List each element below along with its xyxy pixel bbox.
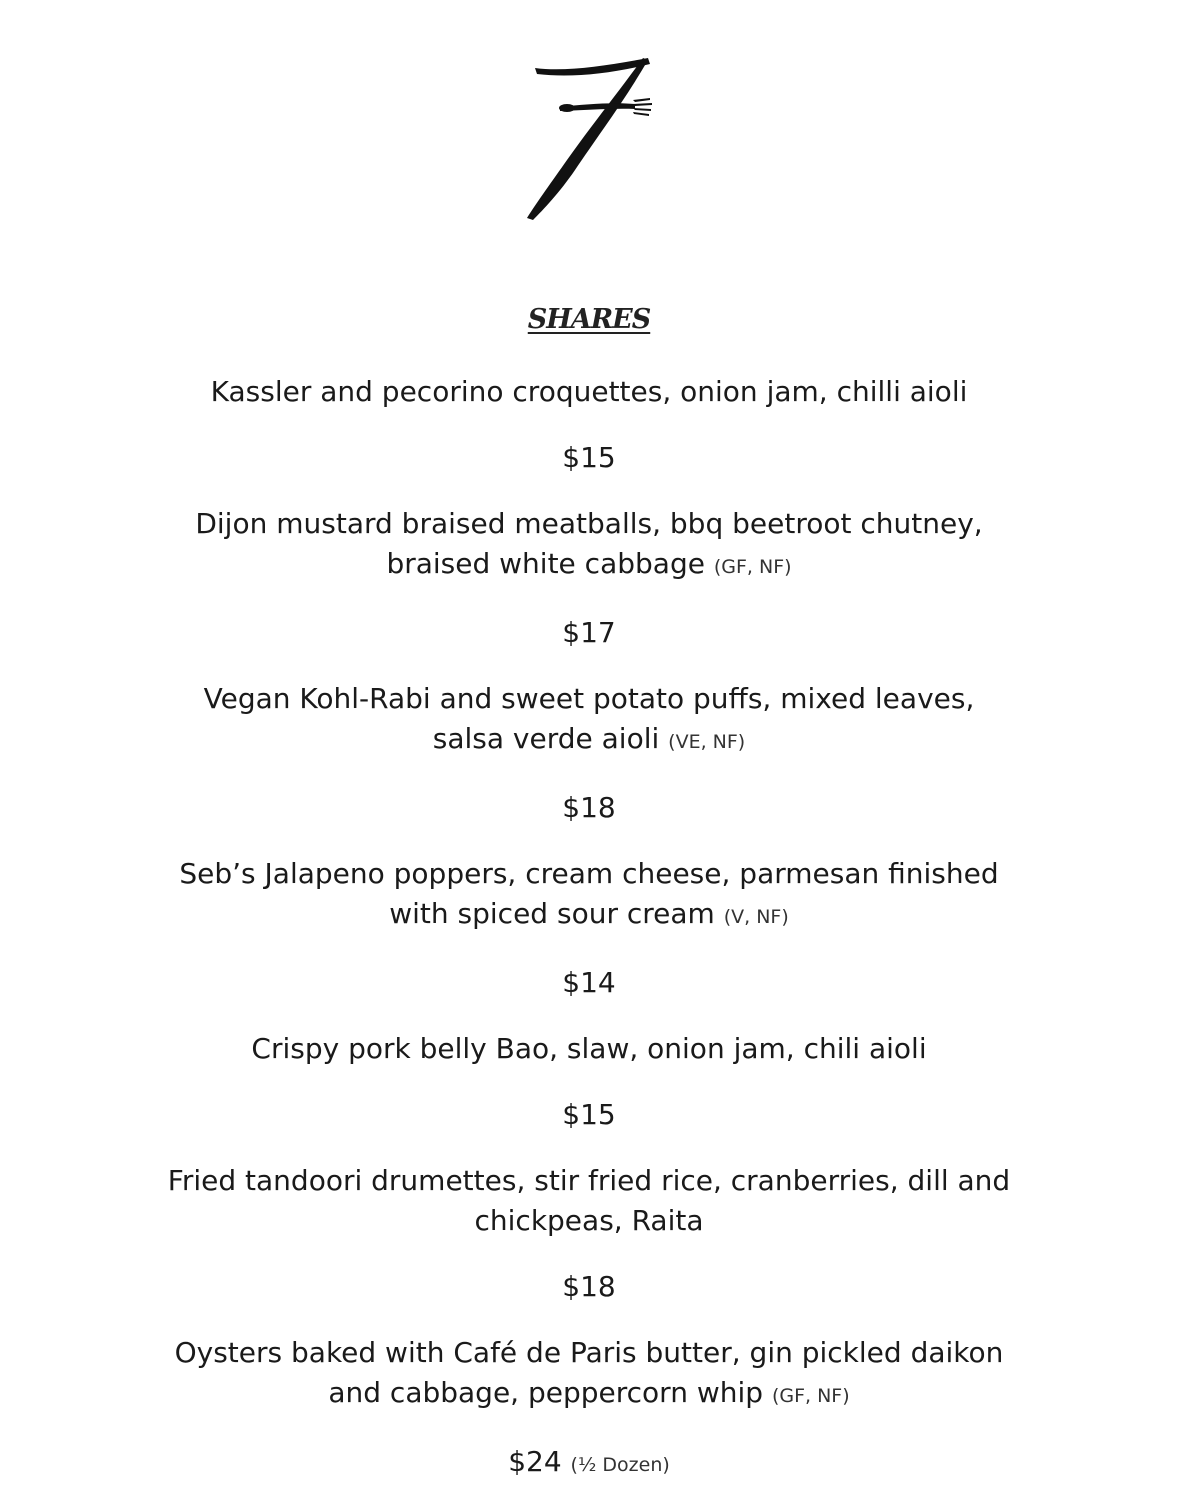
menu-item-description-line bbox=[0, 504, 1178, 544]
menu-item-description-line bbox=[0, 1201, 1178, 1241]
menu-item-description-line bbox=[0, 1161, 1178, 1201]
menu-item-description-line bbox=[0, 372, 1178, 412]
menu-item-text: braised white cabbage bbox=[386, 547, 705, 580]
menu-item-text: salsa verde aioli bbox=[432, 722, 660, 755]
menu-item-text: chickpeas, Raita bbox=[474, 1204, 704, 1237]
menu-item-description bbox=[0, 504, 1178, 587]
logo bbox=[515, 50, 675, 230]
menu-items bbox=[0, 372, 1178, 1511]
menu-item bbox=[0, 504, 1178, 653]
menu-item-description-line bbox=[0, 854, 1178, 894]
menu-item-text: Crispy pork belly Bao, slaw, onion jam, chili aioli bbox=[251, 1032, 927, 1065]
price-value: $18 bbox=[562, 1270, 616, 1303]
menu-item-price bbox=[0, 1442, 1178, 1485]
menu-item-description-line bbox=[0, 719, 1178, 762]
menu-item bbox=[0, 854, 1178, 1003]
price-value: $15 bbox=[562, 1098, 616, 1131]
menu-item bbox=[0, 1333, 1178, 1485]
menu-item-price bbox=[0, 963, 1178, 1003]
menu-item-description-line bbox=[0, 1333, 1178, 1373]
seven-fork-logo-icon bbox=[515, 50, 675, 230]
menu-item-price bbox=[0, 613, 1178, 653]
menu-item bbox=[0, 679, 1178, 828]
dietary-tag: (VE, NF) bbox=[668, 731, 746, 753]
dietary-tag: (GF, NF) bbox=[713, 556, 792, 578]
menu-item-description-line bbox=[0, 1029, 1178, 1069]
menu-item-text: Kassler and pecorino croquettes, onion jam, chilli aioli bbox=[210, 375, 968, 408]
menu-item-text: Vegan Kohl-Rabi and sweet potato puffs, mixed leaves, bbox=[203, 682, 975, 715]
menu-item-text: Seb’s Jalapeno poppers, cream cheese, parmesan finished bbox=[179, 857, 999, 890]
menu-item-text: with spiced sour cream bbox=[389, 897, 715, 930]
menu-item-description bbox=[0, 1161, 1178, 1241]
menu-item-description bbox=[0, 854, 1178, 937]
menu-item bbox=[0, 372, 1178, 478]
menu-item bbox=[0, 1029, 1178, 1135]
menu-item-price bbox=[0, 1095, 1178, 1135]
dietary-tag: (GF, NF) bbox=[771, 1385, 850, 1407]
price-note: (½ Dozen) bbox=[570, 1454, 670, 1476]
price-value: $17 bbox=[562, 616, 616, 649]
menu-item-text: and cabbage, peppercorn whip bbox=[328, 1376, 764, 1409]
menu-item-description bbox=[0, 1029, 1178, 1069]
menu-item-text: Fried tandoori drumettes, stir fried rice, cranberries, dill and bbox=[167, 1164, 1011, 1197]
price-value: $15 bbox=[562, 441, 616, 474]
menu-item-price bbox=[0, 788, 1178, 828]
menu-item-text: Dijon mustard braised meatballs, bbq beetroot chutney, bbox=[195, 507, 983, 540]
menu-item-description-line bbox=[0, 894, 1178, 937]
dietary-tag: (V, NF) bbox=[723, 906, 789, 928]
menu-item-description-line bbox=[0, 544, 1178, 587]
price-value: $14 bbox=[562, 966, 616, 999]
price-value: $24 bbox=[508, 1445, 562, 1478]
price-value: $18 bbox=[562, 791, 616, 824]
menu-item-description-line bbox=[0, 679, 1178, 719]
menu-item-description-line bbox=[0, 1373, 1178, 1416]
menu-item-description bbox=[0, 679, 1178, 762]
menu-item-price bbox=[0, 1267, 1178, 1307]
menu-item-text: Oysters baked with Café de Paris butter, gin pickled daikon bbox=[174, 1336, 1004, 1369]
menu-item-description bbox=[0, 1333, 1178, 1416]
menu-item bbox=[0, 1161, 1178, 1307]
menu-item-price bbox=[0, 438, 1178, 478]
menu-item-description bbox=[0, 372, 1178, 412]
section-title: SHARES bbox=[527, 304, 651, 335]
